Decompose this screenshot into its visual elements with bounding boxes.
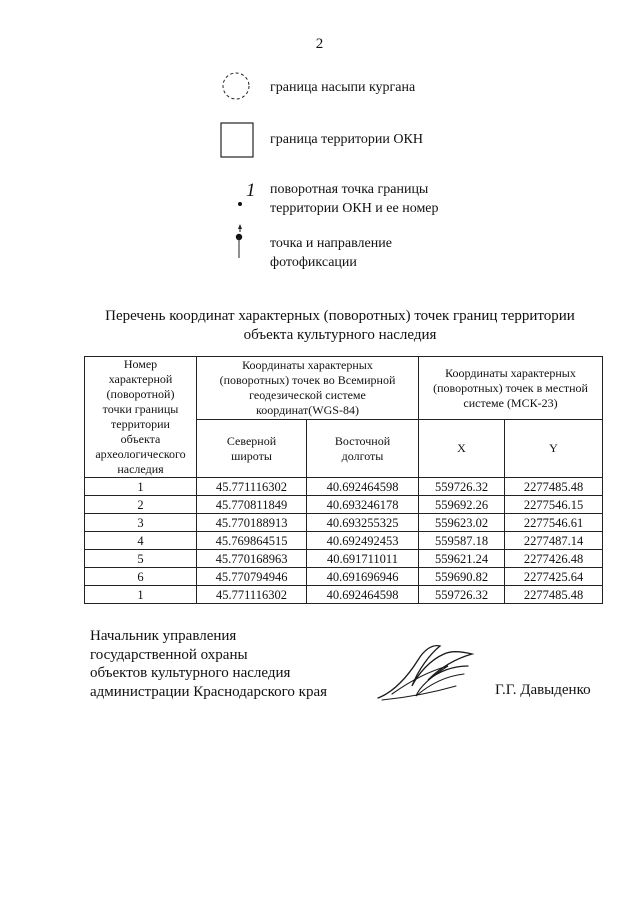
- cell-x: 559690.82: [419, 568, 505, 586]
- handwritten-signature: [372, 636, 482, 706]
- header-point-number: Номер характерной (поворотной) точки границы территории объекта археологического наследия: [85, 357, 197, 478]
- cell-lat: 45.771116302: [197, 586, 307, 604]
- table-row: [85, 478, 603, 496]
- cell-lon: 40.691696946: [307, 568, 419, 586]
- turning-point-marker-icon: [232, 180, 262, 210]
- cell-point: 1: [85, 478, 197, 496]
- cell-x: 559692.26: [419, 496, 505, 514]
- cell-point: 3: [85, 514, 197, 532]
- cell-y: 2277487.14: [505, 532, 603, 550]
- header-wgs84: Координаты характерных (поворотных) точек во Всемирной геодезической системе координат(WGS-84): [197, 357, 419, 420]
- section-title-line2: объекта культурного наследия: [243, 327, 437, 343]
- signature-title-line4: администрации Краснодарского края: [90, 683, 328, 700]
- cell-point: 5: [85, 550, 197, 568]
- square-border-icon: [220, 122, 254, 158]
- cell-lon: 40.692464598: [307, 586, 419, 604]
- header-latitude: Северной широты: [197, 420, 307, 478]
- cell-lat: 45.770168963: [197, 550, 307, 568]
- cell-y: 2277485.48: [505, 586, 603, 604]
- table-row: [85, 586, 603, 604]
- cell-lat: 45.770794946: [197, 568, 307, 586]
- cell-lat: 45.770811849: [197, 496, 307, 514]
- legend-mound-border-label: граница насыпи кургана: [270, 80, 416, 95]
- legend-turning-point: [0, 178, 639, 228]
- photo-direction-icon: [228, 224, 252, 264]
- cell-x: 559726.32: [419, 586, 505, 604]
- cell-x: 559621.24: [419, 550, 505, 568]
- signature-title-line1: Начальник управления: [90, 628, 237, 644]
- header-longitude: Восточной долготы: [307, 420, 419, 478]
- table-row: [85, 514, 603, 532]
- legend-turning-point-line2: территории ОКН и ее номер: [270, 201, 439, 216]
- legend-okn-border-label: граница территории ОКН: [270, 132, 423, 147]
- table-row: [85, 496, 603, 514]
- cell-lon: 40.691711011: [307, 550, 419, 568]
- cell-point: 4: [85, 532, 197, 550]
- cell-y: 2277546.15: [505, 496, 603, 514]
- header-x: X: [419, 420, 505, 478]
- table-row: [85, 532, 603, 550]
- signature-title-line3: объектов культурного наследия: [90, 665, 291, 681]
- cell-point: 6: [85, 568, 197, 586]
- turning-point-marker-number: 1: [246, 180, 256, 201]
- cell-y: 2277425.64: [505, 568, 603, 586]
- cell-x: 559726.32: [419, 478, 505, 496]
- cell-x: 559623.02: [419, 514, 505, 532]
- legend-okn-border: [0, 120, 639, 170]
- signer-name: Г.Г. Давыденко: [495, 682, 591, 698]
- cell-lat: 45.769864515: [197, 532, 307, 550]
- legend-photo-point-line1: точка и направление: [270, 236, 392, 251]
- cell-point: 1: [85, 586, 197, 604]
- legend-photo-point-line2: фотофиксации: [270, 255, 357, 270]
- cell-lat: 45.770188913: [197, 514, 307, 532]
- table-row: [85, 568, 603, 586]
- cell-lon: 40.693255325: [307, 514, 419, 532]
- dashed-circle-icon: [220, 70, 252, 102]
- legend-turning-point-line1: поворотная точка границы: [270, 182, 429, 197]
- cell-y: 2277485.48: [505, 478, 603, 496]
- cell-y: 2277426.48: [505, 550, 603, 568]
- cell-x: 559587.18: [419, 532, 505, 550]
- cell-point: 2: [85, 496, 197, 514]
- cell-lat: 45.771116302: [197, 478, 307, 496]
- section-title: [80, 307, 600, 345]
- table-row: [85, 550, 603, 568]
- cell-lon: 40.692492453: [307, 532, 419, 550]
- cell-lon: 40.693246178: [307, 496, 419, 514]
- cell-lon: 40.692464598: [307, 478, 419, 496]
- header-msk23: Координаты характерных (поворотных) точек в местной системе (МСК-23): [419, 357, 603, 420]
- coordinates-table: [84, 356, 603, 604]
- legend-mound-border: [0, 68, 639, 118]
- cell-y: 2277546.61: [505, 514, 603, 532]
- page-number: 2: [315, 36, 324, 52]
- legend-photo-point: [0, 224, 639, 274]
- header-y: Y: [505, 420, 603, 478]
- signature-title-line2: государственной охраны: [90, 646, 248, 663]
- section-title-line1: Перечень координат характерных (поворотных) точек границ территории: [105, 308, 575, 324]
- signature-block: [90, 627, 327, 701]
